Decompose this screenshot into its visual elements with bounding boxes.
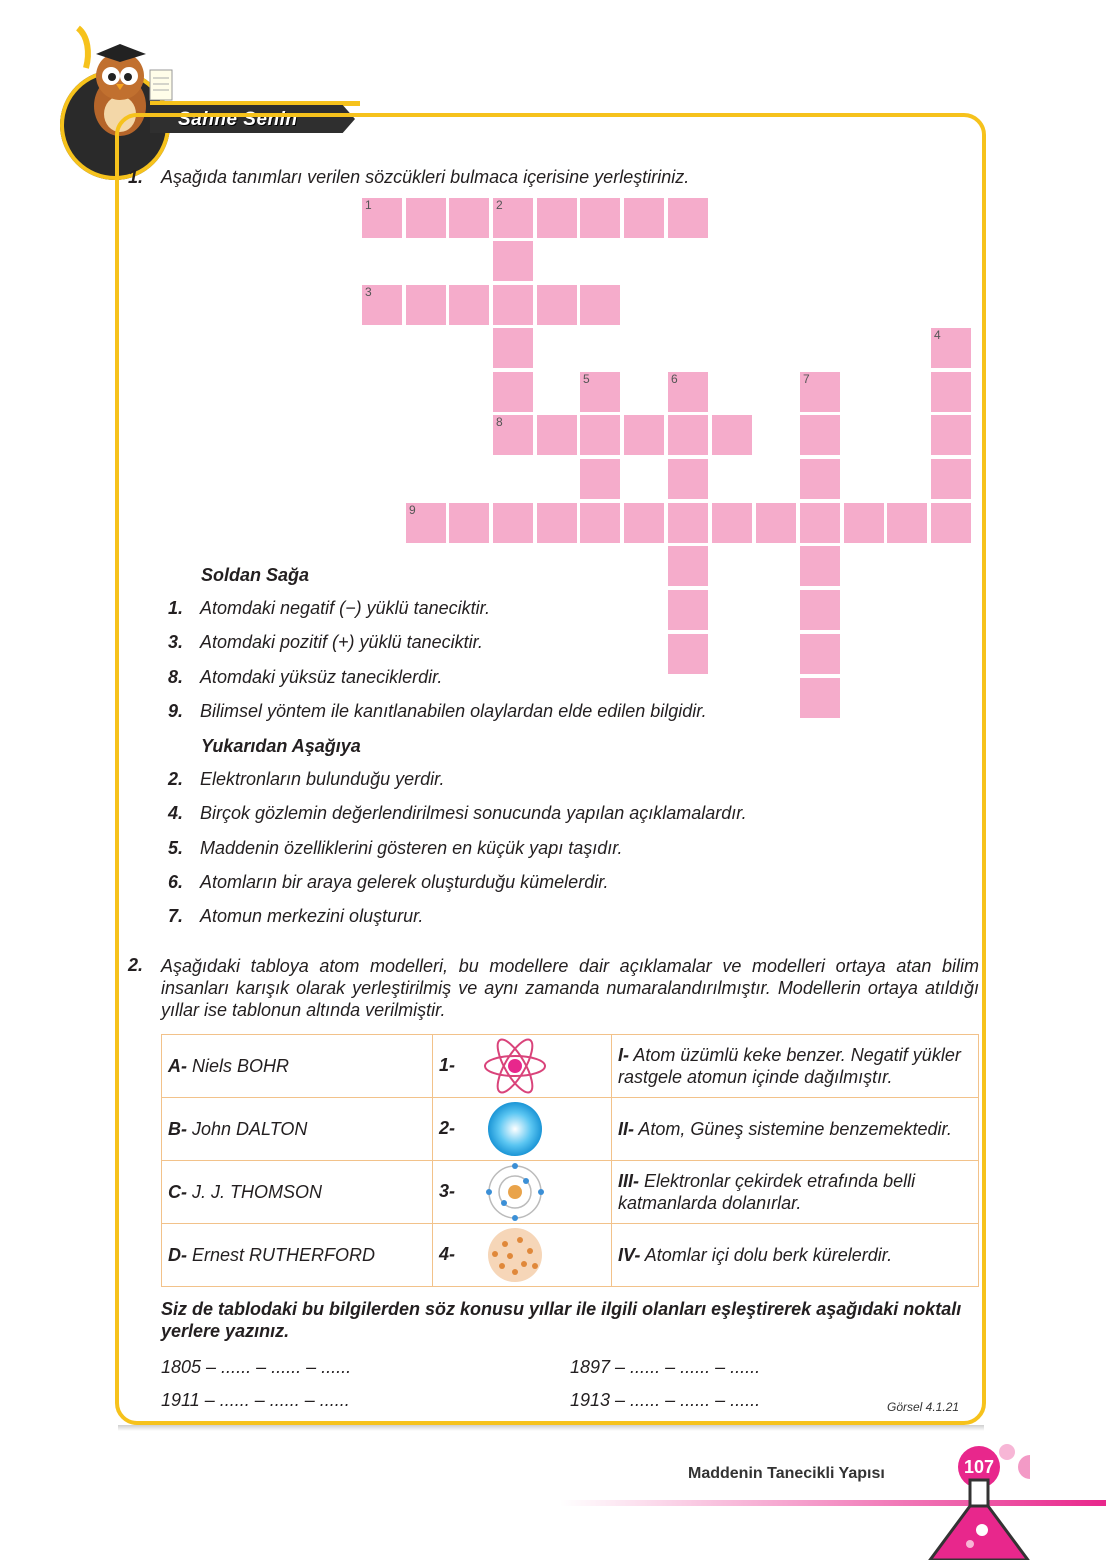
crossword-cell[interactable] (493, 241, 533, 281)
clue-across-1: 1. Atomdaki negatif (−) yüklü taneciktir. (168, 598, 490, 618)
crossword-cell[interactable] (712, 503, 752, 543)
table-row (162, 1035, 979, 1098)
table-row (162, 1098, 979, 1161)
crossword-cell[interactable] (800, 546, 840, 586)
description-cell: III- Elektronlar çekirdek etrafında belli katmanlarda dolanırlar. (612, 1161, 979, 1224)
crossword-cell[interactable] (800, 503, 840, 543)
orbit-atom-icon (480, 1038, 550, 1094)
crossword-cell[interactable] (712, 415, 752, 455)
clue-across-9: 9. Bilimsel yöntem ile kanıtlanabilen olaylardan elde edilen bilgidir. (168, 701, 707, 721)
crossword-cell[interactable] (756, 503, 796, 543)
crossword-cell[interactable] (931, 328, 971, 368)
crossword-cell[interactable] (449, 503, 489, 543)
section-banner-label: Sahne Senin (178, 109, 298, 130)
matching-instruction: Siz de tablodaki bu bilgilerden söz konusu yıllar ile ilgili olanları eşleştirerek aşağıdaki noktalı yerlere yazınız. (161, 1299, 962, 1341)
cell-number: 9 (409, 503, 416, 517)
year-blank[interactable]: 1897 – ...... – ...... – ...... (570, 1357, 761, 1377)
cell-number: 7 (803, 372, 810, 386)
crossword-cell[interactable] (406, 503, 446, 543)
crossword-cell[interactable] (668, 546, 708, 586)
clue-down-7: 7. Atomun merkezini oluşturur. (168, 906, 424, 926)
scientist-cell: C- J. J. THOMSON (162, 1161, 433, 1224)
crossword-cell[interactable] (493, 503, 533, 543)
crossword-cell[interactable] (362, 285, 402, 325)
cell-number: 1 (365, 198, 372, 212)
year-blank[interactable]: 1911 – ...... – ...... – ...... (161, 1390, 350, 1410)
crossword-cell[interactable] (887, 503, 927, 543)
down-heading: Yukarıdan Aşağıya (201, 736, 361, 756)
crossword-cell[interactable] (800, 372, 840, 412)
scientist-cell: A- Niels BOHR (162, 1035, 433, 1098)
crossword-cell[interactable] (931, 503, 971, 543)
crossword-cell[interactable] (493, 198, 533, 238)
clue-down-5: 5. Maddenin özelliklerini gösteren en küçük yapı taşıdır. (168, 838, 623, 858)
crossword-cell[interactable] (800, 459, 840, 499)
year-blank[interactable]: 1805 – ...... – ...... – ...... (161, 1357, 352, 1377)
clue-across-3: 3. Atomdaki pozitif (+) yüklü taneciktir. (168, 632, 483, 652)
crossword-cell[interactable] (624, 503, 664, 543)
crossword-cell[interactable] (668, 459, 708, 499)
crossword-cell[interactable] (931, 415, 971, 455)
crossword-cell[interactable] (580, 459, 620, 499)
crossword-cell[interactable] (406, 198, 446, 238)
question-2-number: 2. (128, 955, 144, 975)
solid-sphere-icon (480, 1100, 550, 1158)
clue-across-8: 8. Atomdaki yüksüz taneciklerdir. (168, 667, 443, 687)
crossword-cell[interactable] (580, 285, 620, 325)
crossword-cell[interactable] (580, 372, 620, 412)
crossword-cell[interactable] (668, 415, 708, 455)
cell-number: 2 (496, 198, 503, 212)
description-cell: I- Atom üzümlü keke benzer. Negatif yükler rastgele atomun içinde dağılmıştır. (612, 1035, 979, 1098)
crossword-cell[interactable] (624, 198, 664, 238)
table-row (162, 1224, 979, 1287)
cell-number: 4 (934, 328, 941, 342)
question-1-text: Aşağıda tanımları verilen sözcükleri bulmaca içerisine yerleştiriniz. (161, 167, 690, 187)
crossword-cell[interactable] (668, 198, 708, 238)
description-cell: II- Atom, Güneş sistemine benzemektedir. (612, 1098, 979, 1161)
clue-down-6: 6. Atomların bir araya gelerek oluşturduğu kümelerdir. (168, 872, 609, 892)
crossword-cell[interactable] (800, 634, 840, 674)
plum-pudding-icon (480, 1226, 550, 1284)
crossword-cell[interactable] (580, 415, 620, 455)
page-number: 107 (963, 1457, 995, 1477)
cell-number: 5 (583, 372, 590, 386)
chapter-title: Maddenin Tanecikli Yapısı (688, 1465, 885, 1482)
crossword-cell[interactable] (449, 285, 489, 325)
crossword-cell[interactable] (668, 372, 708, 412)
crossword-cell[interactable] (931, 459, 971, 499)
year-blank[interactable]: 1913 – ...... – ...... – ...... (570, 1390, 761, 1410)
crossword-cell[interactable] (537, 503, 577, 543)
frame-shadow (118, 1425, 984, 1431)
model-cell: 3- (433, 1161, 612, 1224)
crossword-cell[interactable] (580, 503, 620, 543)
question-1-number: 1. (128, 167, 144, 187)
crossword-cell[interactable] (580, 198, 620, 238)
crossword-cell[interactable] (449, 198, 489, 238)
crossword-cell[interactable] (668, 590, 708, 630)
model-cell: 4- (433, 1224, 612, 1287)
figure-caption: Görsel 4.1.21 (887, 1400, 960, 1414)
model-cell: 2- (433, 1098, 612, 1161)
atom-models-table (161, 1034, 979, 1287)
description-cell: IV- Atomlar içi dolu berk kürelerdir. (612, 1224, 979, 1287)
crossword-cell[interactable] (844, 503, 884, 543)
crossword-cell[interactable] (493, 372, 533, 412)
cell-number: 6 (671, 372, 678, 386)
crossword-cell[interactable] (493, 285, 533, 325)
crossword-cell[interactable] (800, 415, 840, 455)
scientist-cell: D- Ernest RUTHERFORD (162, 1224, 433, 1287)
crossword-cell[interactable] (931, 372, 971, 412)
model-cell: 1- (433, 1035, 612, 1098)
crossword-cell[interactable] (668, 634, 708, 674)
crossword-cell[interactable] (493, 328, 533, 368)
crossword-cell[interactable] (493, 415, 533, 455)
crossword-cell[interactable] (537, 415, 577, 455)
cell-number: 8 (496, 415, 503, 429)
crossword-cell[interactable] (537, 285, 577, 325)
question-2-text: Aşağıdaki tabloya atom modelleri, bu modellere dair açıklamalar ve modelleri ortaya atan bilim insanları karışık olarak yerleştirilmiş ve aynı zamanda numaralandırılmıştır. Modellerin ortaya atıldığı yıllar ise tablonun altında verilmiştir. (161, 956, 979, 1020)
shell-atom-icon (480, 1163, 550, 1221)
scientist-cell: B- John DALTON (162, 1098, 433, 1161)
crossword-cell[interactable] (537, 198, 577, 238)
cell-number: 3 (365, 285, 372, 299)
crossword-cell[interactable] (624, 415, 664, 455)
across-heading: Soldan Sağa (201, 565, 310, 585)
table-row (162, 1161, 979, 1224)
crossword-cell[interactable] (800, 590, 840, 630)
clue-down-2: 2. Elektronların bulunduğu yerdir. (168, 769, 445, 789)
crossword-cell[interactable] (362, 198, 402, 238)
crossword-cell[interactable] (800, 678, 840, 718)
clue-down-4: 4. Birçok gözlemin değerlendirilmesi sonucunda yapılan açıklamalardır. (168, 803, 747, 823)
crossword-cell[interactable] (668, 503, 708, 543)
crossword-cell[interactable] (406, 285, 446, 325)
